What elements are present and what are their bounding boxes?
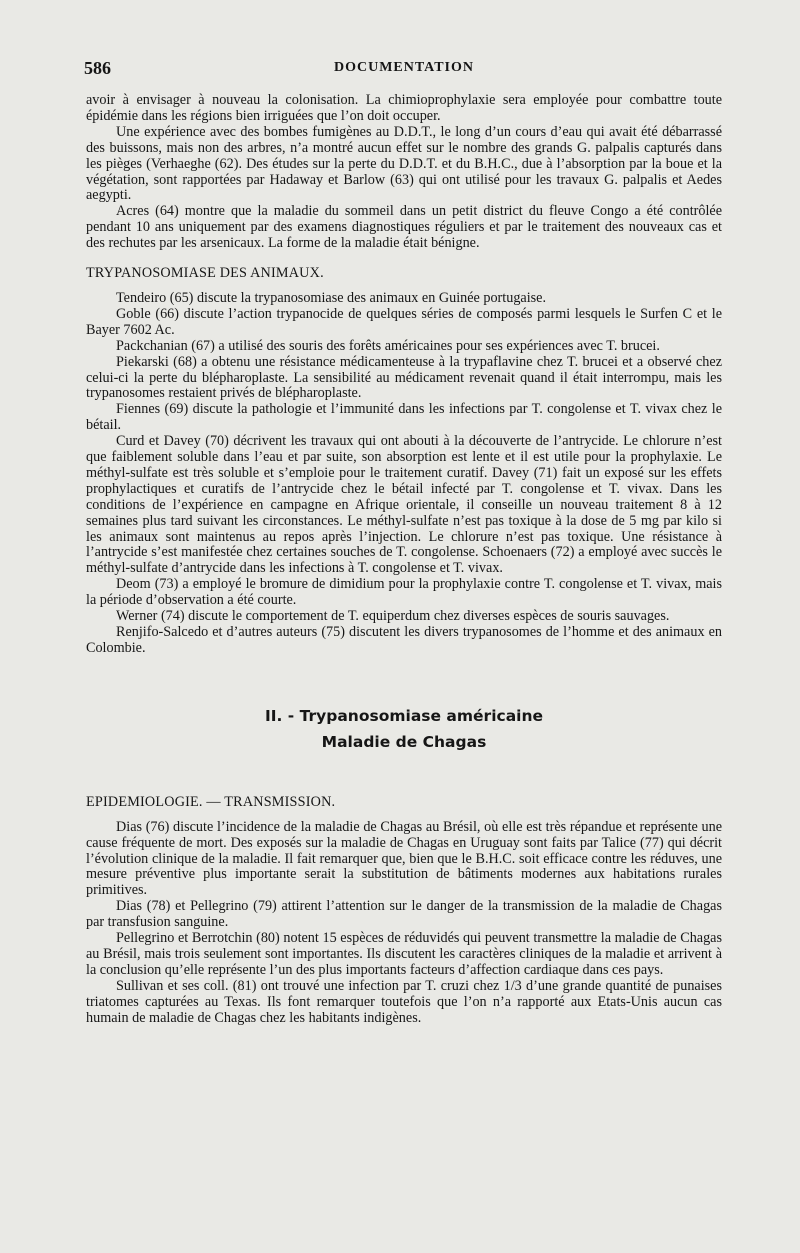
paragraph: Fiennes (69) discute la pathologie et l’immunité dans les infections par T. congolense et T. vivax chez le bétail. [86, 401, 722, 434]
paragraph: avoir à envisager à nouveau la colonisation. La chimioprophylaxie sera employée pour combattre toute épidémie dans les régions bien irriguées que l’on doit occuper. [86, 92, 722, 124]
paragraph: Pellegrino et Berrotchin (80) notent 15 espèces de réduvidés qui peuvent transmettre la maladie de Chagas au Brésil, mais trois seulement sont importantes. Ils discutent les caractères cliniques de la maladie et arrivent à la conclusion qu’elle représente l’un des plus importants facteurs d’affection cardiaque dans ces pays. [86, 930, 722, 978]
paragraph: Renjifo-Salcedo et d’autres auteurs (75) discutent les divers trypanosomes de l’homme et des animaux en Colombie. [86, 624, 722, 656]
section-heading-animaux: TRYPANOSOMIASE DES ANIMAUX. [86, 265, 324, 282]
paragraph: Tendeiro (65) discute la trypanosomiase des animaux en Guinée portugaise. [116, 289, 547, 306]
paragraph: Curd et Davey (70) décrivent les travaux qui ont abouti à la découverte de l’antrycide. Le chlorure n’est que faiblement soluble dans l’eau et par suite, son absorption est lente et il est utile pour la prophylaxie. Le méthyl-sulfate est très soluble et s’emploie pour le traitement curatif. Davey (71) fait un exposé sur les effets prophylactiques et curatifs de l’antrycide chez le bétail infecté par T. congolense et T. vivax. Dans les conditions de l’expérience en campagne en Afrique orientale, il conseille un nouveau traitement 8 à 12 semaines plus tard suivant les circonstances. Le méthyl-sulfate n’est pas toxique à la dose de 5 mg par kilo si les animaux sont maintenus au repos après l’injection. Le chlorure n’est pas toxique. Une résistance à l’antrycide s’est manifestée chez certaines souches de T. congolense. Schoenaers (72) a employé avec succès le méthyl-sulfate d’antrycide dans les infections à T. congolense et T. vivax. [86, 433, 722, 577]
page-number: 586 [84, 58, 111, 78]
paragraph: Dias (78) et Pellegrino (79) attirent l’attention sur le danger de la transmission de la maladie de Chagas par transfusion sanguine. [86, 898, 722, 931]
paragraph: Sullivan et ses coll. (81) ont trouvé une infection par T. cruzi chez 1/3 d’une grande quantité de punaises triatomes capturées au Texas. Ils font remarquer toutefois que l’on n’a rapporté aux Etats-Unis aucun cas humain de maladie de Chagas chez les habitants indigènes. [86, 977, 722, 1026]
body-text [86, 93, 722, 1027]
page-header [84, 58, 724, 78]
paragraph: Goble (66) discute l’action trypanocide de quelques séries de composés parmi lesquels le Surfen C et le Bayer 7602 Ac. [86, 305, 722, 338]
paragraph: Werner (74) discute le comportement de T. equiperdum chez diverses espèces de souris sauvages. [116, 608, 670, 625]
running-head: DOCUMENTATION [333, 60, 475, 75]
paragraph: Dias (76) discute l’incidence de la maladie de Chagas au Brésil, où elle est très répandue et représente une cause fréquente de mort. Des exposés sur la maladie de Chagas en Uruguay sont faits par Talice (77) qui décrit l’évolution clinique de la maladie. Il fait remarquer que, bien que le B.H.C. soit efficace contre les réduves, une mesure préventive plus importante serait la substitution de bâtiments modernes aux habitations rurales primitives. [86, 818, 722, 899]
part-subtitle: Maladie de Chagas [321, 732, 487, 751]
paragraph: Piekarski (68) a obtenu une résistance médicamenteuse à la trypaflavine chez T. brucei et a observé chez celui-ci la perte du blépharoplaste. La sensibilité au médicament revenait quand il était interrompu, mais les trypanosomes restaient privés de blépharoplaste. [86, 353, 722, 402]
paragraph: Une expérience avec des bombes fumigènes au D.D.T., le long d’un cours d’eau qui avait été débarrassé des buissons, mais non des arbres, n’a montré aucun effet sur le nombre des grands G. palpalis capturés dans les pièges (Verhaeghe (62). Des études sur la perte du D.D.T. et du B.H.C., due à l’absorption par la boue et la végétation, sont rapportées par Hadaway et Barlow (63) qui ont utilisé pour les travaux G. palpalis et Aedes aegypti. [86, 123, 722, 204]
paragraph: Deom (73) a employé le bromure de dimidium pour la prophylaxie contre T. congolense et T. vivax, mais la période d’observation a été courte. [86, 576, 722, 609]
paragraph: Acres (64) montre que la maladie du sommeil dans un petit district du fleuve Congo a été contrôlée pendant 10 ans uniquement par des examens diagnostiques réguliers et par le traitement des nouveaux cas et des rechutes par les arsenicaux. La forme de la maladie était bénigne. [86, 203, 722, 252]
section-heading-epidemiologie: EPIDEMIOLOGIE. — TRANSMISSION. [86, 793, 336, 810]
part-title: II. - Trypanosomiase américaine [264, 706, 544, 725]
paragraph: Packchanian (67) a utilisé des souris des forêts américaines pour ses expériences avec T. brucei. [116, 337, 660, 354]
